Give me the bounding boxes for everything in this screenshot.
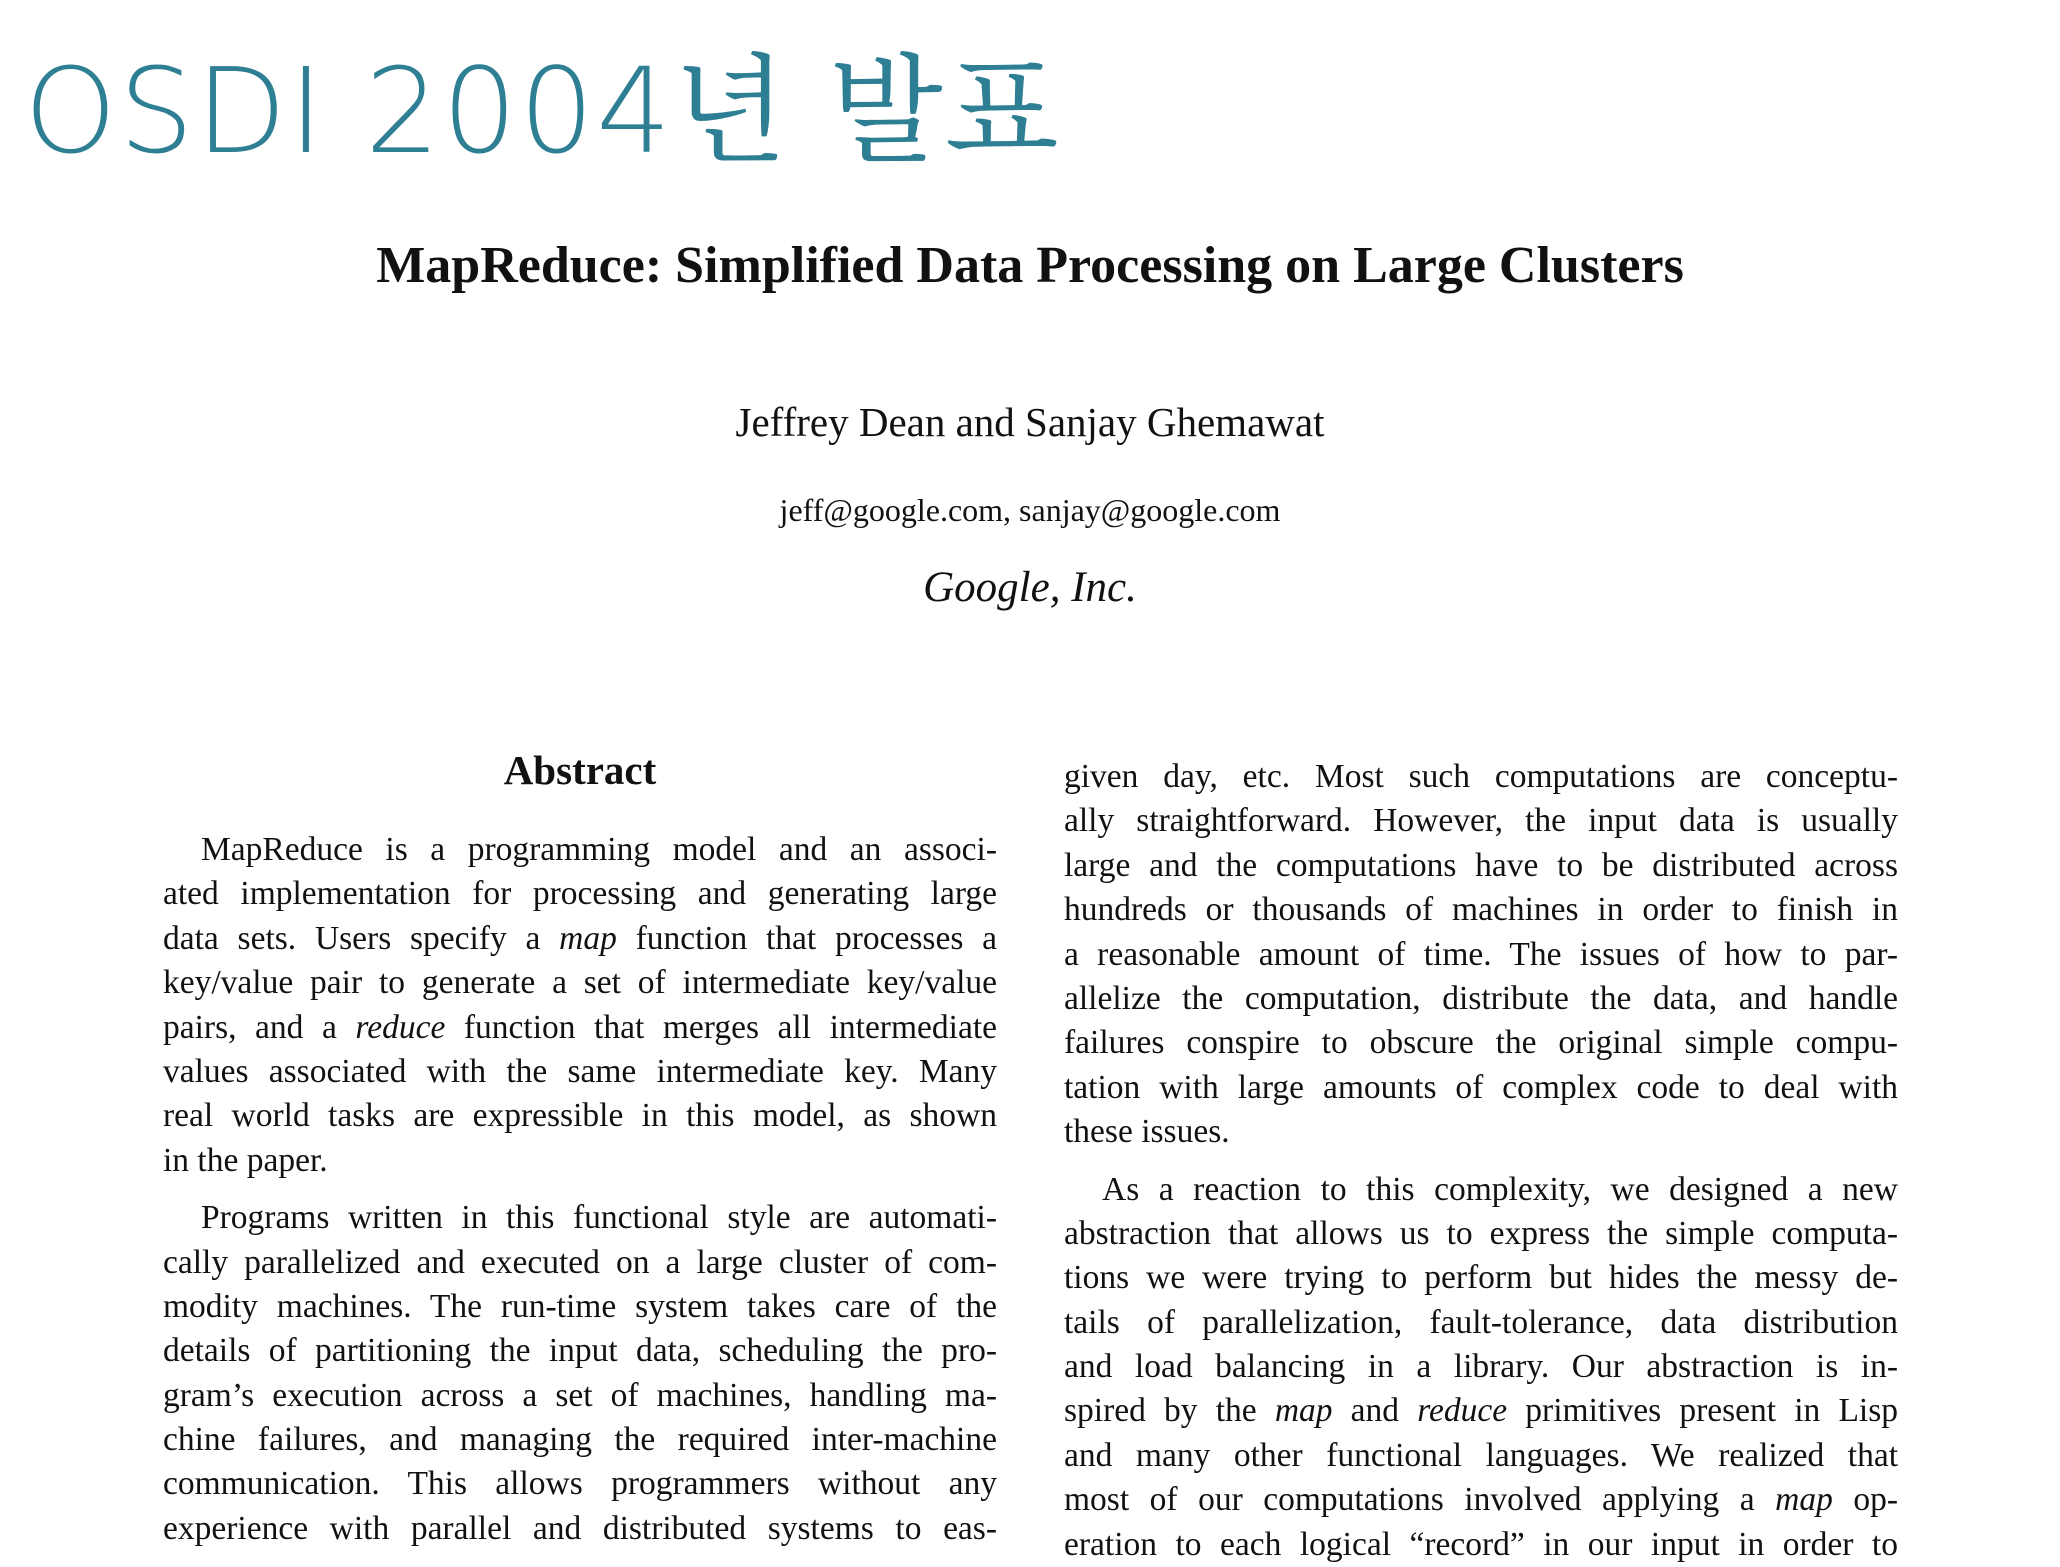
text-line: and many other functional languages. We realized that (1064, 1436, 1898, 1474)
text-run: primitives present in Lisp (1507, 1392, 1899, 1430)
abstract-paragraph-2 (163, 1196, 997, 1551)
text-line: failures conspire to obscure the original simple compu- (1064, 1024, 1898, 1062)
handwritten-annotation: OSDI 2004년 발표 (24, 42, 1061, 180)
term-reduce: reduce (355, 1008, 446, 1046)
text-line: gram’s execution across a set of machines, handling ma- (163, 1376, 997, 1414)
text-line: in the paper. (163, 1141, 328, 1179)
text-line: values associated with the same intermediate key. Many (163, 1052, 997, 1090)
text-line: tails of parallelization, fault-tolerance, data distribution (1064, 1303, 1898, 1341)
term-map: map (1274, 1392, 1333, 1430)
term-reduce: reduce (1417, 1392, 1508, 1430)
text-run: function that merges all intermediate (445, 1008, 997, 1046)
text-line: these issues. (1064, 1113, 1230, 1151)
text-line: details of partitioning the input data, scheduling the pro- (163, 1332, 997, 1370)
abstract-paragraph-1 (163, 828, 997, 1183)
text-run: op- (1832, 1481, 1898, 1519)
text-run: function that processes a (616, 919, 997, 957)
text-line: eration to each logical “record” in our input in order to (1064, 1525, 1898, 1563)
text-line: experience with parallel and distributed systems to eas- (163, 1509, 997, 1547)
right-column (1064, 755, 1898, 1567)
paper-authors: Jeffrey Dean and Sanjay Ghemawat (735, 399, 1325, 445)
text-line: real world tasks are expressible in this model, as shown (163, 1097, 997, 1135)
text-run: most of our computations involved applying a (1064, 1481, 1776, 1519)
text-line: a reasonable amount of time. The issues of how to par- (1064, 935, 1898, 973)
author-emails: jeff@google.com, sanjay@google.com (779, 492, 1281, 528)
text-run: data sets. Users specify a (163, 919, 560, 957)
text-line: Programs written in this functional style are automati- (201, 1199, 997, 1237)
text-line: cally parallelized and executed on a large cluster of com- (163, 1243, 997, 1281)
text-line: As a reaction to this complexity, we designed a new (1102, 1170, 1898, 1208)
text-line (1064, 1389, 1898, 1433)
text-line: large and the computations have to be distributed across (1064, 846, 1898, 884)
text-line: MapReduce is a programming model and an associ- (201, 831, 997, 868)
text-line (1064, 1478, 1898, 1522)
abstract-left-column (163, 828, 997, 1551)
text-line: ally straightforward. However, the input data is usually (1064, 802, 1898, 840)
text-line: abstraction that allows us to express the simple computa- (1064, 1214, 1898, 1252)
text-line: communication. This allows programmers without any (163, 1465, 997, 1503)
term-map: map (559, 919, 617, 957)
text-line (163, 1006, 997, 1050)
text-line: ated implementation for processing and generating large (163, 875, 997, 913)
author-affiliation: Google, Inc. (923, 564, 1137, 611)
text-line: modity machines. The run-time system takes care of the (163, 1287, 997, 1325)
text-line: allelize the computation, distribute the data, and handle (1064, 979, 1898, 1017)
text-run: and (1332, 1392, 1418, 1430)
right-paragraph-2 (1064, 1168, 1898, 1567)
abstract-heading: Abstract (503, 747, 657, 793)
text-line: chine failures, and managing the required inter-machine (163, 1421, 997, 1459)
text-line: key/value pair to generate a set of intermediate key/value (163, 964, 997, 1002)
text-line (163, 917, 997, 961)
text-run: spired by the (1064, 1392, 1275, 1430)
text-line: and load balancing in a library. Our abstraction is in- (1064, 1348, 1898, 1386)
term-map: map (1775, 1481, 1833, 1519)
text-line: tions we were trying to perform but hides the messy de- (1064, 1259, 1898, 1297)
text-line: hundreds or thousands of machines in order to finish in (1064, 891, 1898, 929)
right-paragraph-1 (1064, 755, 1898, 1155)
text-line: given day, etc. Most such computations are conceptu- (1064, 758, 1898, 795)
text-line: tation with large amounts of complex code to deal with (1064, 1068, 1898, 1106)
paper-title: MapReduce: Simplified Data Processing on Large Clusters (376, 237, 1684, 294)
text-run: pairs, and a (163, 1008, 356, 1046)
